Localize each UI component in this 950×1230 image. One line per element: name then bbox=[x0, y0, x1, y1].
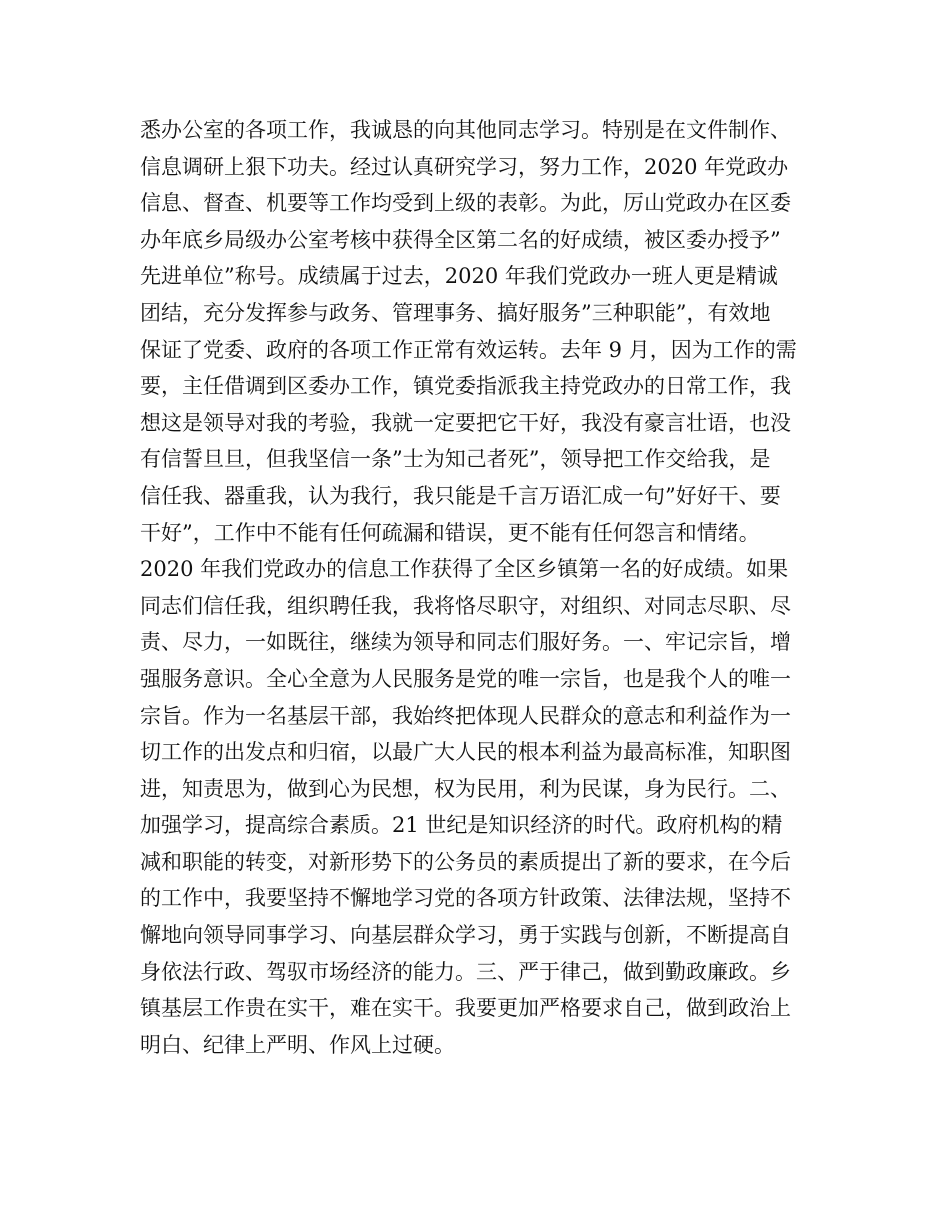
text-line: 进，知责思为，做到心为民想，权为民用，利为民谋，身为民行。二、 bbox=[140, 776, 791, 801]
text-line: 责、尽力，一如既往，继续为领导和同志们服好务。一、牢记宗旨，增 bbox=[140, 630, 791, 655]
text-line: 减和职能的转变，对新形势下的公务员的素质提出了新的要求，在今后 bbox=[140, 849, 791, 874]
text-line: 加强学习，提高综合素质。21 世纪是知识经济的时代。政府机构的精 bbox=[140, 813, 783, 838]
body-text bbox=[140, 112, 840, 1063]
text-line: 切工作的出发点和归宿，以最广大人民的根本利益为最高标准，知职图 bbox=[140, 740, 791, 765]
text-line: 办年底乡局级办公室考核中获得全区第二名的好成绩，被区委办授予” bbox=[140, 227, 781, 252]
text-line: 要，主任借调到区委办工作，镇党委指派我主持党政办的日常工作，我 bbox=[140, 374, 791, 399]
text-line: 身依法行政、驾驭市场经济的能力。三、严于律己，做到勤政廉政。乡 bbox=[140, 959, 791, 984]
text-line: 的工作中，我要坚持不懈地学习党的各项方针政策、法律法规，坚持不 bbox=[140, 886, 791, 911]
text-line: 镇基层工作贵在实干，难在实干。我要更加严格要求自己，做到政治上 bbox=[140, 996, 791, 1021]
text-line: 信任我、器重我，认为我行，我只能是千言万语汇成一句”好好干、要 bbox=[140, 483, 781, 508]
text-line: 强服务意识。全心全意为人民服务是党的唯一宗旨，也是我个人的唯一 bbox=[140, 666, 791, 691]
text-line: 有信誓旦旦，但我坚信一条”士为知己者死”，领导把工作交给我，是 bbox=[140, 447, 771, 472]
text-line: 干好”，工作中不能有任何疏漏和错误，更不能有任何怨言和情绪。 bbox=[140, 520, 760, 545]
text-line: 先进单位”称号。成绩属于过去，2020 年我们党政办一班人更是精诚 bbox=[140, 264, 778, 289]
text-line: 团结，充分发挥参与政务、管理事务、搞好服务”三种职能”，有效地 bbox=[140, 300, 771, 325]
text-line: 想这是领导对我的考验，我就一定要把它干好，我没有豪言壮语，也没 bbox=[140, 410, 791, 435]
text-line: 悉办公室的各项工作，我诚恳的向其他同志学习。特别是在文件制作、 bbox=[140, 118, 791, 142]
text-line: 信息调研上狠下功夫。经过认真研究学习，努力工作，2020 年党政办 bbox=[140, 154, 789, 179]
text-line: 同志们信任我，组织聘任我，我将恪尽职守，对组织、对同志尽职、尽 bbox=[140, 593, 791, 618]
text-line: 保证了党委、政府的各项工作正常有效运转。去年 9 月，因为工作的需 bbox=[140, 337, 797, 362]
text-line: 宗旨。作为一名基层干部，我始终把体现人民群众的意志和利益作为一 bbox=[140, 703, 791, 728]
text-line: 明白、纪律上严明、作风上过硬。 bbox=[140, 1032, 455, 1057]
text-line: 懈地向领导同事学习、向基层群众学习，勇于实践与创新，不断提高自 bbox=[140, 923, 791, 948]
text-line: 2020 年我们党政办的信息工作获得了全区乡镇第一名的好成绩。如果 bbox=[140, 557, 789, 582]
text-line: 信息、督查、机要等工作均受到上级的表彰。为此，厉山党政办在区委 bbox=[140, 191, 791, 216]
